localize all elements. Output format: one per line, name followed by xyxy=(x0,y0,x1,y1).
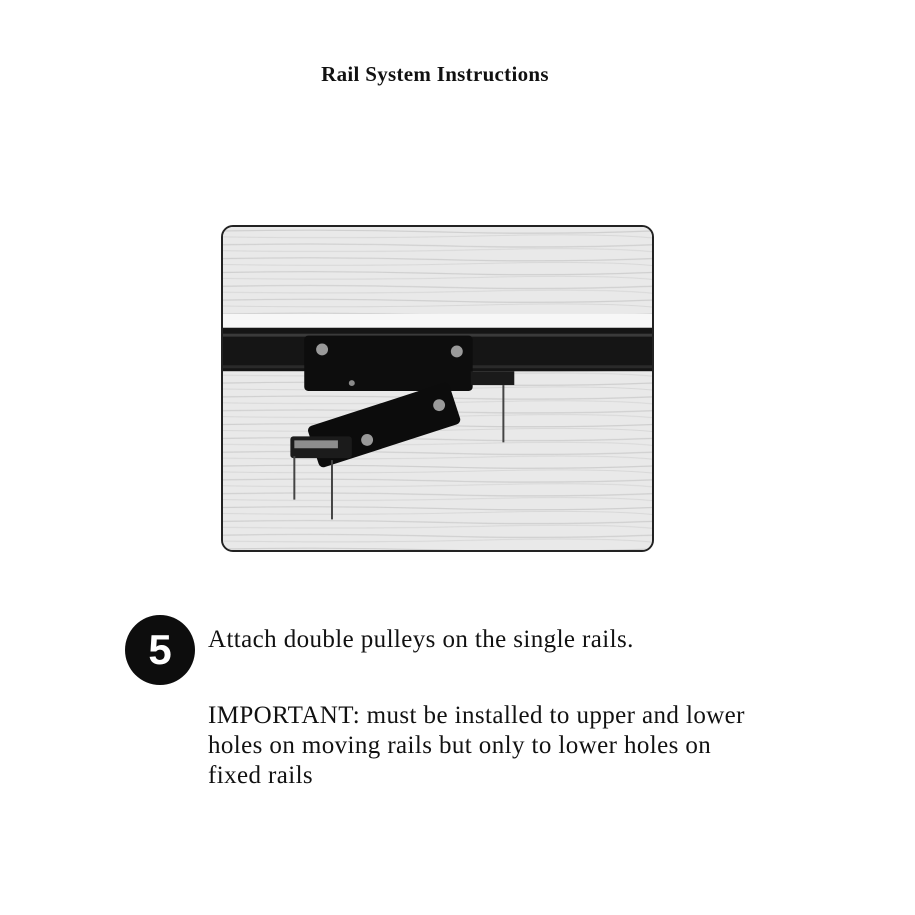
pulley-photo xyxy=(221,225,654,552)
step-instruction: Attach double pulleys on the single rails. xyxy=(208,626,634,653)
page-title: Rail System Instructions xyxy=(321,62,549,86)
important-note: IMPORTANT: must be installed to upper and lower holes on moving rails but only to lower holes on fixed rails xyxy=(208,702,745,789)
step-number-badge: 5 xyxy=(125,615,195,685)
